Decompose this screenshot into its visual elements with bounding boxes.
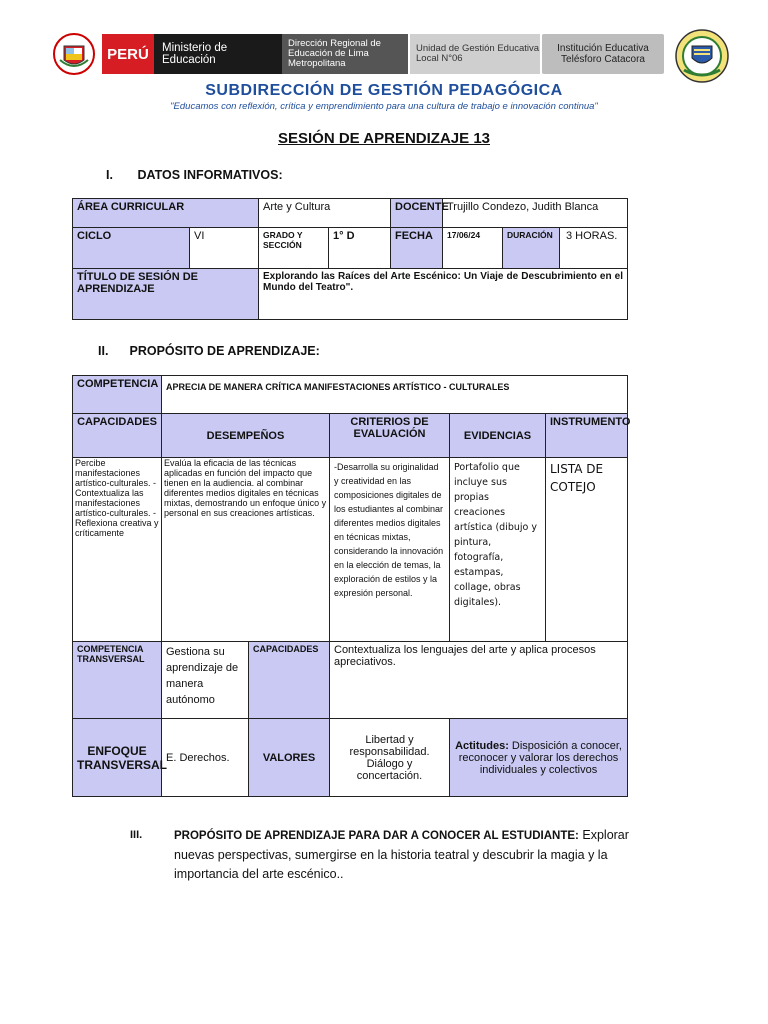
col-instrumento: INSTRUMENTO (546, 414, 628, 458)
peru-coat-of-arms-icon (50, 30, 98, 78)
valores-label: VALORES (249, 719, 330, 797)
col-capacidades: CAPACIDADES (73, 414, 162, 458)
page-title: SESIÓN DE APRENDIZAJE 13 (278, 130, 490, 147)
actitudes-label: Actitudes: (455, 739, 509, 752)
col-criterios: CRITERIOS DE EVALUACIÓN (330, 414, 450, 458)
ciclo-label: CICLO (73, 228, 190, 269)
section-2-number: II. (98, 344, 109, 358)
ugel-label: Unidad de Gestión Educativa Local N°06 (410, 34, 540, 74)
valores-value: Libertad y responsabilidad. Diálogo y concertación. (330, 719, 450, 797)
peru-label: PERÚ (102, 34, 154, 74)
fecha-label: FECHA (391, 228, 443, 269)
titulo-label: TÍTULO DE SESIÓN DE APRENDIZAJE (73, 269, 259, 320)
section-3-number: III. (130, 829, 143, 841)
ministry-label: Ministerio de Educación (154, 34, 282, 74)
ciclo-value: VI (190, 228, 259, 269)
slogan: "Educamos con reflexión, crítica y emprendimiento para una cultura de trabajo e innovación continua" (170, 101, 598, 112)
capacidades-transversal-value: Contextualiza los lenguajes del arte y aplica procesos apreciativos. (330, 642, 628, 719)
section-3-paragraph (174, 826, 670, 884)
grado-label: GRADO Y SECCIÓN (259, 228, 329, 269)
section-1-number: I. (106, 168, 113, 182)
enfoque-label: ENFOQUE TRANSVERSAL (73, 719, 162, 797)
section-3-heading: PROPÓSITO DE APRENDIZAJE PARA DAR A CONOCER AL ESTUDIANTE: (174, 830, 579, 842)
header-logos (50, 30, 730, 86)
criterios-cell: -Desarrolla su originalidad y creatividad en las composiciones digitales de los estudiantes al combinar diferentes medios digitales en técnicas mixtas, considerando la innovación en la elección de temas, la exploración de estilos y la expresión personal. (330, 458, 450, 642)
actitudes-cell (450, 719, 628, 797)
competencia-value: APRECIA DE MANERA CRÍTICA MANIFESTACIONES ARTÍSTICO - CULTURALES (162, 376, 628, 414)
institution-label: Institución Educativa Telésforo Catacora (542, 34, 664, 74)
competencia-label: COMPETENCIA (73, 376, 162, 414)
instrumento-cell: LISTA DE COTEJO (546, 458, 628, 642)
docente-value: Trujillo Condezo, Judith Blanca (443, 199, 628, 228)
fecha-value: 17/06/24 (443, 228, 503, 269)
section-3 (130, 826, 670, 884)
duracion-value: 3 HORAS. (560, 228, 628, 269)
dre-label: Dirección Regional de Educación de Lima Metropolitana (282, 34, 408, 74)
capacidades-transversal-label: CAPACIDADES (249, 642, 330, 719)
transversal-value: Gestiona su aprendizaje de manera autónomo (162, 642, 249, 719)
actitudes-value: Disposición a conocer, reconocer y valorar los derechos individuales y colectivos (458, 739, 622, 776)
docente-label: DOCENTE (391, 199, 443, 228)
datos-informativos-table (72, 198, 628, 320)
section-1-title: DATOS INFORMATIVOS: (137, 168, 283, 182)
area-label: ÁREA CURRICULAR (73, 199, 259, 228)
duracion-label: DURACIÓN (503, 228, 560, 269)
area-value: Arte y Cultura (259, 199, 391, 228)
section-2-title: PROPÓSITO DE APRENDIZAJE: (129, 344, 320, 358)
col-desempenos: DESEMPEÑOS (162, 414, 330, 458)
section-2-heading (98, 344, 320, 358)
proposito-table (72, 375, 631, 797)
desempenos-cell: Evalúa la eficacia de las técnicas aplicadas en función del impacto que tienen en la audiencia. al combinar diferentes medios digitales en técnicas mixtas, demostrando un enfoque único y personal en sus creaciones artísticas. (162, 458, 330, 642)
capacidades-cell: Percibe manifestaciones artístico-culturales. -Contextualiza las manifestaciones artístico-culturales. -Reflexiona creativa y críticamente (73, 458, 162, 642)
transversal-label: COMPETENCIA TRANSVERSAL (73, 642, 162, 719)
section-1-heading (106, 168, 283, 182)
grado-value: 1° D (329, 228, 391, 269)
evidencias-cell: Portafolio que incluye sus propias creaciones artística (dibujo y pintura, fotografía, estampas, collage, obras digitales). (450, 458, 546, 642)
enfoque-value: E. Derechos. (162, 719, 249, 797)
section-3-text: Explorar nuevas perspectivas, sumergirse en la historia teatral y descubrir la magia y la importancia del arte escénico.. (174, 828, 629, 881)
school-crest-icon (674, 28, 730, 84)
subdirection-title: SUBDIRECCIÓN DE GESTIÓN PEDAGÓGICA (205, 82, 563, 99)
col-evidencias: EVIDENCIAS (450, 414, 546, 458)
titulo-value: Explorando las Raíces del Arte Escénico: Un Viaje de Descubrimiento en el Mundo del Teatro". (259, 269, 628, 320)
